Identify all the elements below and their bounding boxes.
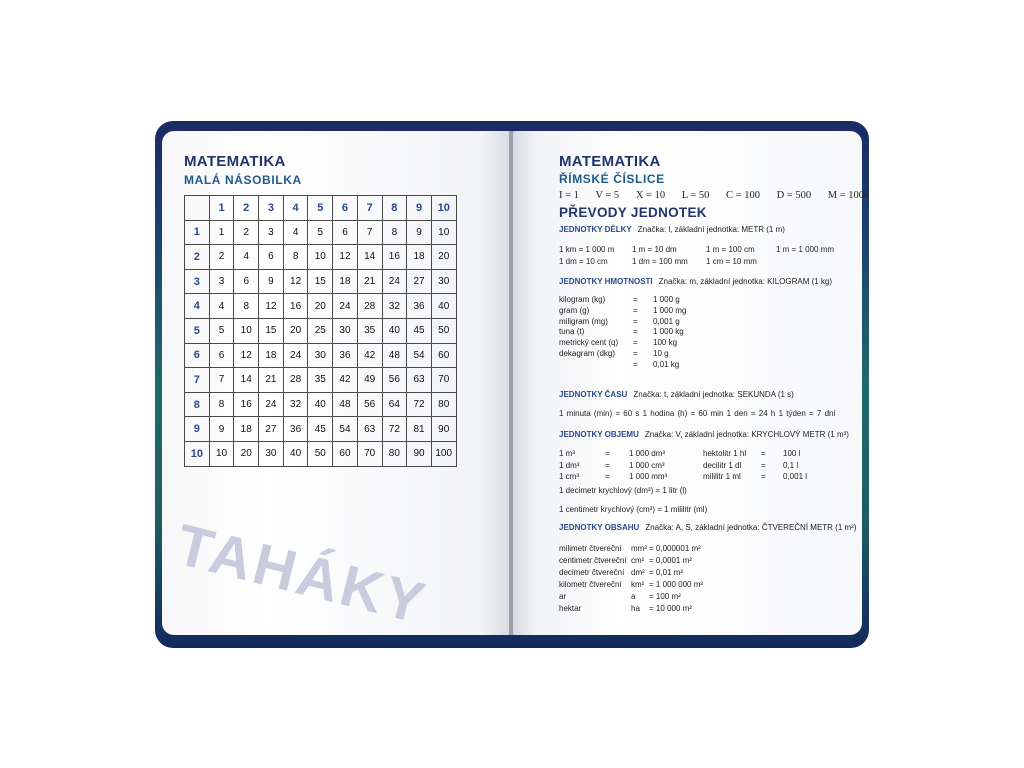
length-conversion: 1 cm = 10 mm xyxy=(706,257,757,266)
length-conversion: 1 m = 100 cm xyxy=(706,245,755,254)
roman-numeral: V = 5 xyxy=(595,190,620,201)
volume-units-label: JEDNOTKY OBJEMU xyxy=(559,430,639,439)
table-cell: 40 xyxy=(308,392,333,417)
time-units-desc: Značka: t, základní jednotka: SEKUNDA (1 s) xyxy=(633,390,794,399)
table-cell: 9 xyxy=(259,269,284,294)
area-unit-name: centimetr čtvereční xyxy=(559,556,627,565)
volume-equals: = xyxy=(761,472,766,481)
mass-equals: = xyxy=(633,349,638,358)
table-row xyxy=(185,220,457,245)
table-cell: 25 xyxy=(308,318,333,343)
mass-unit-value: 10 g xyxy=(653,349,669,358)
table-cell: 8 xyxy=(209,392,234,417)
table-cell: 6 xyxy=(234,269,259,294)
conversions-title: PŘEVODY JEDNOTEK xyxy=(559,205,707,220)
area-unit-value: = 10 000 m² xyxy=(649,604,692,613)
table-cell: 27 xyxy=(259,417,284,442)
table-cell: 60 xyxy=(431,343,456,368)
table-cell: 50 xyxy=(431,318,456,343)
volume-unit-value: 1 000 dm³ xyxy=(629,449,666,458)
table-row xyxy=(185,245,457,270)
table-row-header-cell: 3 xyxy=(185,269,210,294)
mass-unit-value: 1 000 kg xyxy=(653,327,684,337)
time-units-label: JEDNOTKY ČASU xyxy=(559,390,628,399)
volume-extra-note: 1 centimetr krychlový (cm³) = 1 mililitr (ml) xyxy=(559,505,708,514)
table-cell: 10 xyxy=(209,441,234,466)
roman-numerals-title: ŘÍMSKÉ ČÍSLICE xyxy=(559,172,665,186)
table-cell: 80 xyxy=(382,441,407,466)
table-header-cell: 2 xyxy=(234,196,259,221)
mass-equals: = xyxy=(633,359,638,369)
length-conversion: 1 dm = 100 mm xyxy=(632,257,688,266)
table-cell: 49 xyxy=(357,368,382,393)
table-row xyxy=(185,441,457,466)
area-unit-value: = 1 000 000 m² xyxy=(649,580,704,589)
length-units-label: JEDNOTKY DÉLKY xyxy=(559,225,632,234)
volume-unit-value: 1 000 cm³ xyxy=(629,460,665,470)
area-unit-name: kilometr čtvereční xyxy=(559,580,622,589)
area-unit-value: = 0,01 m² xyxy=(649,568,684,577)
table-cell: 48 xyxy=(333,392,358,417)
table-cell: 8 xyxy=(283,245,308,270)
table-cell: 4 xyxy=(209,294,234,319)
left-page xyxy=(162,131,510,635)
table-cell: 54 xyxy=(407,343,432,368)
table-cell: 8 xyxy=(234,294,259,319)
table-cell: 81 xyxy=(407,417,432,442)
table-cell: 9 xyxy=(407,220,432,245)
area-units-heading xyxy=(559,523,857,532)
table-cell: 80 xyxy=(431,392,456,417)
table-row xyxy=(185,269,457,294)
mass-unit-name: gram (g) xyxy=(559,305,590,315)
table-cell: 100 xyxy=(431,441,456,466)
table-cell: 2 xyxy=(209,245,234,270)
table-cell: 56 xyxy=(357,392,382,417)
table-row-header-cell: 6 xyxy=(185,343,210,368)
volume-equals: = xyxy=(605,460,610,470)
table-cell: 48 xyxy=(382,343,407,368)
table-cell: 21 xyxy=(259,368,284,393)
table-cell: 72 xyxy=(407,392,432,417)
mass-unit-value: 1 000 g xyxy=(653,295,680,304)
table-row xyxy=(185,392,457,417)
table-cell: 60 xyxy=(333,441,358,466)
table-cell: 35 xyxy=(357,318,382,343)
volume-equals: = xyxy=(605,472,610,481)
area-unit-symbol: cm² xyxy=(631,556,645,565)
volume-unit-value: 0,1 l xyxy=(783,460,799,470)
table-cell: 45 xyxy=(308,417,333,442)
table-row-header-cell: 5 xyxy=(185,318,210,343)
area-unit-name: milimetr čtvereční xyxy=(559,544,622,553)
table-cell: 24 xyxy=(333,294,358,319)
table-cell: 7 xyxy=(357,220,382,245)
table-row-header-cell: 9 xyxy=(185,417,210,442)
table-row xyxy=(185,294,457,319)
table-row-header-cell: 10 xyxy=(185,441,210,466)
table-row xyxy=(185,368,457,393)
table-cell: 30 xyxy=(259,441,284,466)
table-cell: 1 xyxy=(209,220,234,245)
table-cell: 6 xyxy=(209,343,234,368)
table-cell: 16 xyxy=(234,392,259,417)
left-page-title: MATEMATIKA xyxy=(184,153,286,170)
table-cell: 2 xyxy=(234,220,259,245)
volume-units-desc: Značka: V, základní jednotka: KRYCHLOVÝ METR (1 m³) xyxy=(644,430,849,439)
table-cell: 4 xyxy=(234,245,259,270)
table-header-cell: 3 xyxy=(259,196,284,221)
area-unit-value: = 100 m² xyxy=(649,592,681,601)
table-cell: 15 xyxy=(259,318,284,343)
area-unit-value: = 0,000001 m² xyxy=(649,544,701,553)
table-cell: 14 xyxy=(357,245,382,270)
area-unit-name: hektar xyxy=(559,604,582,613)
table-cell: 10 xyxy=(234,318,259,343)
roman-numeral: M = 1000 xyxy=(827,190,870,201)
volume-unit-name: decilitr 1 dl xyxy=(703,460,742,470)
table-cell: 24 xyxy=(283,343,308,368)
table-cell: 50 xyxy=(308,441,333,466)
area-unit-name: ar xyxy=(559,592,567,601)
table-cell: 54 xyxy=(333,417,358,442)
mass-unit-name: kilogram (kg) xyxy=(559,295,606,304)
table-cell: 36 xyxy=(407,294,432,319)
table-cell: 90 xyxy=(431,417,456,442)
mass-unit-value: 0,001 g xyxy=(653,316,680,326)
table-header-cell: 8 xyxy=(382,196,407,221)
right-page xyxy=(513,131,870,635)
table-cell: 30 xyxy=(308,343,333,368)
table-cell: 15 xyxy=(308,269,333,294)
table-header-cell: 5 xyxy=(308,196,333,221)
table-cell: 12 xyxy=(283,269,308,294)
table-cell: 63 xyxy=(357,417,382,442)
volume-equals: = xyxy=(761,460,766,470)
table-row-header-cell: 8 xyxy=(185,392,210,417)
volume-unit-value: 100 l xyxy=(783,449,801,458)
area-unit-symbol: dm² xyxy=(631,568,645,577)
table-cell: 12 xyxy=(259,294,284,319)
table-cell: 6 xyxy=(259,245,284,270)
table-cell: 10 xyxy=(431,220,456,245)
table-cell: 30 xyxy=(431,269,456,294)
table-corner-cell xyxy=(185,196,210,221)
table-cell: 6 xyxy=(333,220,358,245)
area-unit-name: decimetr čtvereční xyxy=(559,568,625,577)
roman-numeral: D = 500 xyxy=(776,190,812,201)
roman-numeral: I = 1 xyxy=(559,190,579,201)
table-cell: 20 xyxy=(283,318,308,343)
table-cell: 56 xyxy=(382,368,407,393)
table-cell: 18 xyxy=(333,269,358,294)
table-cell: 4 xyxy=(283,220,308,245)
table-cell: 30 xyxy=(333,318,358,343)
table-cell: 35 xyxy=(308,368,333,393)
table-cell: 70 xyxy=(431,368,456,393)
table-cell: 20 xyxy=(431,245,456,270)
table-cell: 72 xyxy=(382,417,407,442)
table-cell: 36 xyxy=(283,417,308,442)
table-cell: 10 xyxy=(308,245,333,270)
table-row-header-cell: 2 xyxy=(185,245,210,270)
mass-unit-value: 100 kg xyxy=(653,338,678,348)
table-row-header-cell: 4 xyxy=(185,294,210,319)
volume-equals: = xyxy=(761,449,766,458)
table-cell: 8 xyxy=(382,220,407,245)
table-cell: 42 xyxy=(357,343,382,368)
table-body xyxy=(185,220,457,466)
table-header-cell: 6 xyxy=(333,196,358,221)
table-cell: 18 xyxy=(407,245,432,270)
mass-unit-name: metrický cent (q) xyxy=(559,338,619,348)
table-row-header-cell: 7 xyxy=(185,368,210,393)
table-cell: 45 xyxy=(407,318,432,343)
table-cell: 40 xyxy=(283,441,308,466)
table-cell: 3 xyxy=(209,269,234,294)
table-header-cell: 7 xyxy=(357,196,382,221)
table-cell: 20 xyxy=(234,441,259,466)
mass-equals: = xyxy=(633,338,638,348)
table-cell: 16 xyxy=(283,294,308,319)
roman-numeral: C = 100 xyxy=(726,190,760,201)
table-header-row xyxy=(185,196,457,221)
mass-unit-name: miligram (mg) xyxy=(559,316,608,326)
table-cell: 16 xyxy=(382,245,407,270)
area-units-desc: Značka: A, S, základní jednotka: ČTVEREČNÍ METR (1 m²) xyxy=(645,523,857,532)
table-cell: 90 xyxy=(407,441,432,466)
mass-unit-value: 0,01 kg xyxy=(653,359,680,369)
volume-unit-value: 0,001 l xyxy=(783,472,808,481)
table-cell: 32 xyxy=(283,392,308,417)
mass-unit-name: dekagram (dkg) xyxy=(559,349,616,358)
length-units-heading xyxy=(559,225,785,234)
table-cell: 5 xyxy=(308,220,333,245)
multiplication-table xyxy=(184,195,457,467)
roman-numeral: X = 10 xyxy=(635,190,666,201)
table-cell: 64 xyxy=(382,392,407,417)
table-row xyxy=(185,343,457,368)
table-row-header-cell: 1 xyxy=(185,220,210,245)
length-units-desc: Značka: l, základní jednotka: METR (1 m) xyxy=(637,225,785,234)
mass-units-desc: Značka: m, základní jednotka: KILOGRAM (1 kg) xyxy=(658,277,833,286)
table-row xyxy=(185,318,457,343)
roman-numeral: L = 50 xyxy=(681,190,710,201)
area-unit-value: = 0,0001 m² xyxy=(649,556,692,565)
area-unit-symbol: km² xyxy=(631,580,645,589)
mass-equals: = xyxy=(633,327,638,337)
table-cell: 63 xyxy=(407,368,432,393)
multiplication-subtitle: MALÁ NÁSOBILKA xyxy=(184,173,302,187)
table-cell: 9 xyxy=(209,417,234,442)
table-cell: 21 xyxy=(357,269,382,294)
table-header-cell: 4 xyxy=(283,196,308,221)
table-cell: 3 xyxy=(259,220,284,245)
volume-unit-value: 1 000 mm³ xyxy=(629,472,668,481)
roman-numerals-line xyxy=(559,190,869,201)
table-cell: 14 xyxy=(234,368,259,393)
table-cell: 42 xyxy=(333,368,358,393)
table-cell: 70 xyxy=(357,441,382,466)
table-cell: 18 xyxy=(234,417,259,442)
table-header-cell: 10 xyxy=(431,196,456,221)
area-units-label: JEDNOTKY OBSAHU xyxy=(559,523,640,532)
table-cell: 28 xyxy=(357,294,382,319)
table-cell: 36 xyxy=(333,343,358,368)
volume-unit-name: mililitr 1 ml xyxy=(703,472,741,481)
table-header-cell: 9 xyxy=(407,196,432,221)
table-cell: 12 xyxy=(333,245,358,270)
table-cell: 18 xyxy=(259,343,284,368)
volume-unit-name: 1 cm³ xyxy=(559,472,579,481)
area-unit-symbol: a xyxy=(631,592,636,601)
area-unit-symbol: mm² xyxy=(631,544,647,553)
mass-unit-value: 1 000 mg xyxy=(653,305,687,315)
volume-unit-name: 1 m³ xyxy=(559,449,575,458)
table-cell: 12 xyxy=(234,343,259,368)
length-conversion: 1 m = 10 dm xyxy=(632,245,677,254)
area-unit-symbol: ha xyxy=(631,604,640,613)
mass-units-heading xyxy=(559,277,832,286)
volume-equals: = xyxy=(605,449,610,458)
length-conversion: 1 dm = 10 cm xyxy=(559,257,608,266)
right-page-title: MATEMATIKA xyxy=(559,153,661,170)
mass-equals: = xyxy=(633,316,638,326)
volume-extra-note: 1 decimetr krychlový (dm³) = 1 litr (l) xyxy=(559,486,687,495)
mass-units-label: JEDNOTKY HMOTNOSTI xyxy=(559,277,653,286)
volume-units-heading xyxy=(559,430,849,439)
table-cell: 28 xyxy=(283,368,308,393)
table-cell: 40 xyxy=(431,294,456,319)
table-cell: 5 xyxy=(209,318,234,343)
mass-unit-name: tuna (t) xyxy=(559,327,585,337)
table-cell: 40 xyxy=(382,318,407,343)
table-cell: 7 xyxy=(209,368,234,393)
tahaky-watermark: TAHÁKY xyxy=(170,511,434,637)
table-cell: 20 xyxy=(308,294,333,319)
time-conversions: 1 minuta (min) = 60 s 1 hodina (h) = 60 min 1 den = 24 h 1 týden = 7 dní xyxy=(559,409,836,418)
table-cell: 27 xyxy=(407,269,432,294)
volume-unit-name: 1 dm³ xyxy=(559,460,580,470)
time-units-heading xyxy=(559,390,794,399)
table-row xyxy=(185,417,457,442)
mass-equals: = xyxy=(633,295,638,304)
mass-equals: = xyxy=(633,305,638,315)
volume-unit-name: hektolitr 1 hl xyxy=(703,449,747,458)
table-cell: 24 xyxy=(259,392,284,417)
length-conversion: 1 km = 1 000 m xyxy=(559,245,615,254)
table-cell: 24 xyxy=(382,269,407,294)
table-header-cell: 1 xyxy=(209,196,234,221)
table-cell: 32 xyxy=(382,294,407,319)
length-conversion: 1 m = 1 000 mm xyxy=(776,245,835,254)
